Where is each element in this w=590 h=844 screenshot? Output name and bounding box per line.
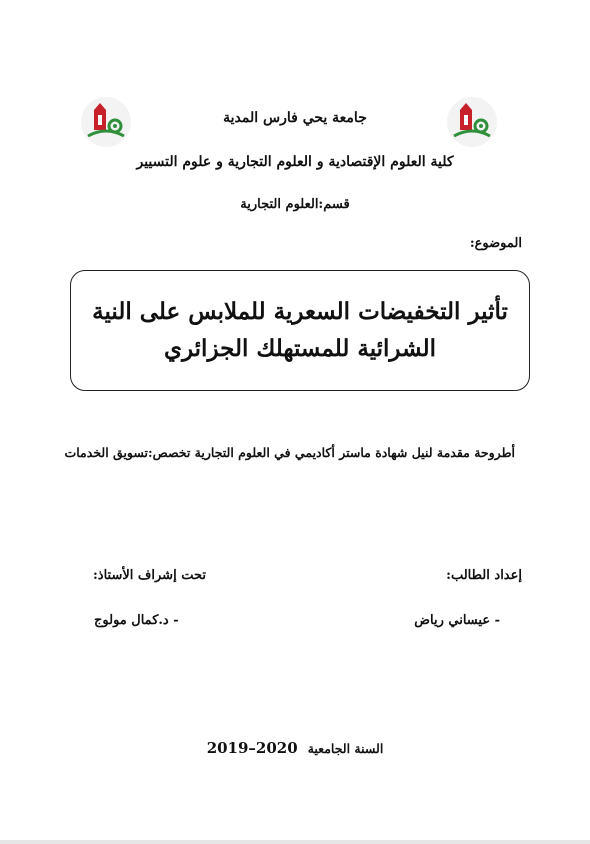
academic-year-value: 2019–2020 <box>206 739 298 757</box>
student-name: - عيساني رياض <box>414 613 500 628</box>
academic-year <box>0 739 590 757</box>
thesis-title-box <box>70 270 530 391</box>
supervisor-name: - د.كمال مولوج <box>94 613 179 628</box>
academic-year-label: السنة الجامعية <box>307 741 384 756</box>
student-label: إعداد الطالب: <box>446 568 522 583</box>
page-edge <box>0 840 590 844</box>
thesis-title-line-1: تأثير التخفيضات السعرية للملابس على النية <box>92 297 508 325</box>
university-name: جامعة يحي فارس المدية <box>223 110 367 126</box>
supervisor-label: تحت إشراف الأستاذ: <box>93 568 206 583</box>
subject-label: الموضوع: <box>469 236 522 251</box>
faculty-name: كلية العلوم الإقتصادية و العلوم التجارية و علوم التسيير <box>136 154 454 170</box>
department-name: قسم:العلوم التجارية <box>240 197 350 212</box>
thesis-title-line-2: الشرائية للمستهلك الجزائري <box>163 334 437 362</box>
thesis-description: أطروحة مقدمة لنيل شهادة ماستر أكاديمي في العلوم التجارية تخصص:تسويق الخدمات <box>64 445 515 460</box>
